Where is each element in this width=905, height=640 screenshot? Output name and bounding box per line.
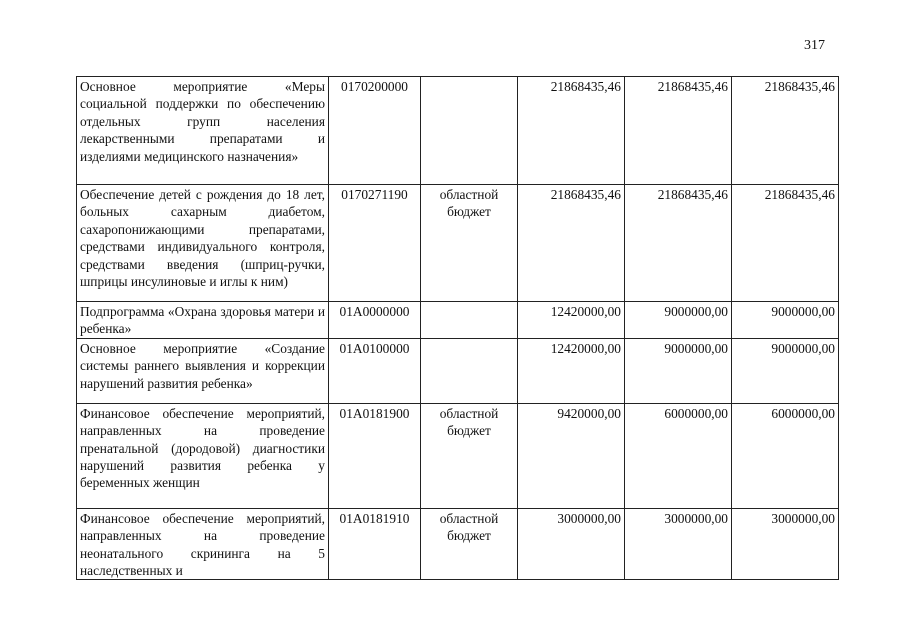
budget-table xyxy=(76,76,839,580)
item-name-cell: Основное мероприятие «Создание системы раннего выявления и коррекции нарушений развития ребенка» xyxy=(77,338,329,403)
amount-year1-cell: 12420000,00 xyxy=(518,302,625,339)
amount-year1-cell: 12420000,00 xyxy=(518,338,625,403)
funding-source-cell xyxy=(421,77,518,185)
amount-year3-cell: 21868435,46 xyxy=(732,77,839,185)
budget-code-cell: 0170271190 xyxy=(329,185,421,302)
item-name-cell: Обеспечение детей с рождения до 18 лет, больных сахарным диабетом, сахаропонижающими препаратами, средствами индивидуального контроля, средствами введения (шприц-ручки, шприцы инсулиновые и иглы к ним) xyxy=(77,185,329,302)
amount-year1-cell: 21868435,46 xyxy=(518,77,625,185)
item-name-cell: Основное мероприятие «Меры социальной поддержки по обеспечению отдельных групп населения лекарственными препаратами и изделиями медицинского назначения» xyxy=(77,77,329,185)
item-name-cell: Подпрограмма «Охрана здоровья матери и ребенка» xyxy=(77,302,329,339)
amount-year3-cell: 9000000,00 xyxy=(732,302,839,339)
amount-year2-cell: 6000000,00 xyxy=(625,403,732,508)
item-name-cell: Финансовое обеспечение мероприятий, направленных на проведение пренатальной (дородовой) диагностики нарушений развития ребенка у беременных женщин xyxy=(77,403,329,508)
funding-source-cell xyxy=(421,338,518,403)
amount-year3-cell: 9000000,00 xyxy=(732,338,839,403)
table-row xyxy=(77,302,839,339)
amount-year2-cell: 9000000,00 xyxy=(625,302,732,339)
budget-code-cell: 01А0000000 xyxy=(329,302,421,339)
budget-code-cell: 01А0181900 xyxy=(329,403,421,508)
table-row xyxy=(77,77,839,185)
amount-year1-cell: 3000000,00 xyxy=(518,508,625,580)
item-name-cell: Финансовое обеспечение мероприятий, направленных на проведение неонатального скрининга на 5 наследственных и xyxy=(77,508,329,580)
table-row xyxy=(77,338,839,403)
amount-year2-cell: 3000000,00 xyxy=(625,508,732,580)
budget-code-cell: 01А0181910 xyxy=(329,508,421,580)
amount-year2-cell: 9000000,00 xyxy=(625,338,732,403)
amount-year3-cell: 6000000,00 xyxy=(732,403,839,508)
amount-year2-cell: 21868435,46 xyxy=(625,185,732,302)
budget-code-cell: 01А0100000 xyxy=(329,338,421,403)
amount-year2-cell: 21868435,46 xyxy=(625,77,732,185)
table-row xyxy=(77,403,839,508)
amount-year1-cell: 21868435,46 xyxy=(518,185,625,302)
table-row xyxy=(77,508,839,580)
page-number: 317 xyxy=(804,38,825,53)
funding-source-cell xyxy=(421,302,518,339)
funding-source-cell: областной бюджет xyxy=(421,508,518,580)
funding-source-cell: областной бюджет xyxy=(421,185,518,302)
table-row xyxy=(77,185,839,302)
budget-code-cell: 0170200000 xyxy=(329,77,421,185)
amount-year3-cell: 21868435,46 xyxy=(732,185,839,302)
amount-year1-cell: 9420000,00 xyxy=(518,403,625,508)
amount-year3-cell: 3000000,00 xyxy=(732,508,839,580)
funding-source-cell: областной бюджет xyxy=(421,403,518,508)
